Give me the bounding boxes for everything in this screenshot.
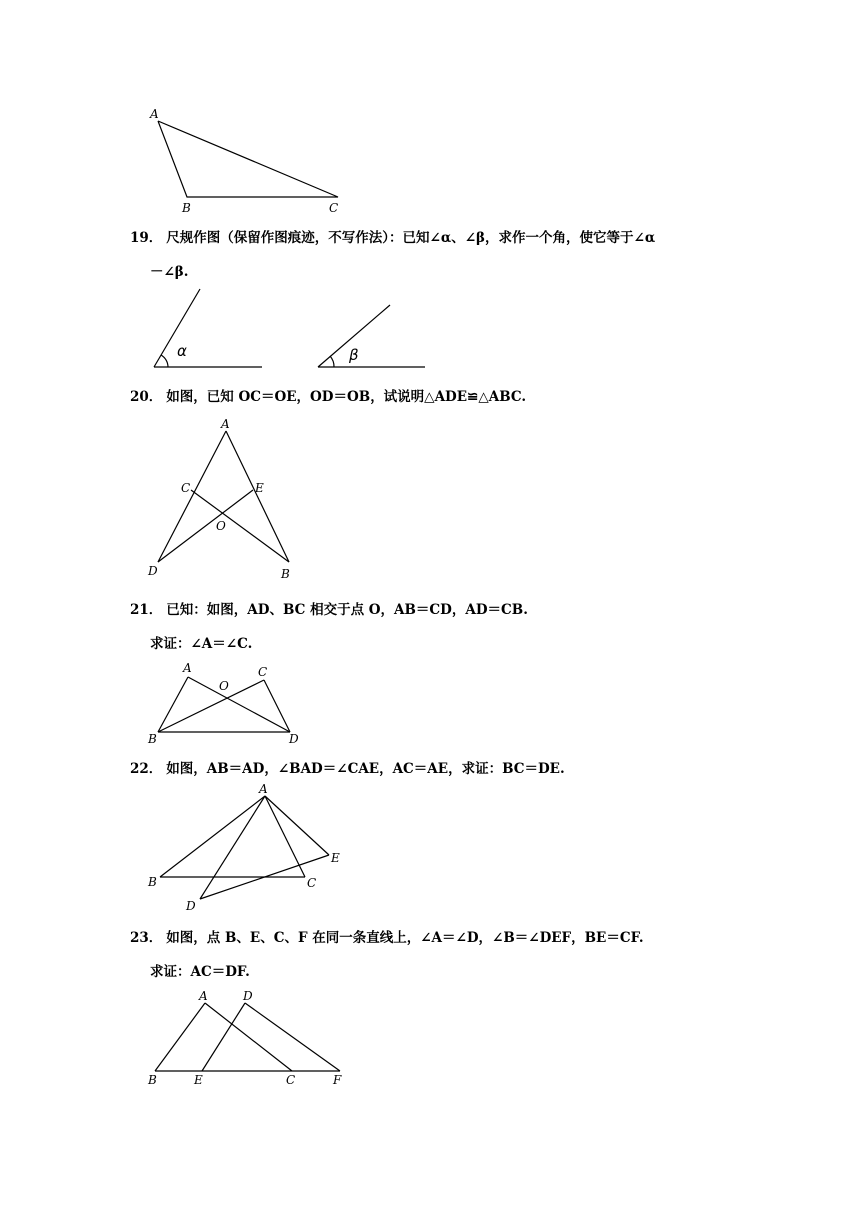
label-e: E	[331, 851, 340, 865]
label-c: C	[258, 665, 268, 679]
line-df	[245, 1003, 340, 1071]
question-text: 尺规作图（保留作图痕迹，不写作法）：已知∠α、∠β，求作一个角，使它等于∠α	[166, 230, 656, 246]
label-c: C	[181, 481, 191, 495]
label-d: D	[243, 989, 253, 1003]
label-d: D	[148, 564, 158, 578]
question-19-continued: －∠β.	[150, 264, 189, 280]
question-text: 如图，已知 OC＝OE，OD＝OB，试说明△ADE≌△ABC.	[166, 389, 527, 405]
question-text: 如图，AB＝AD，∠BAD＝∠CAE，AC＝AE，求证：BC＝DE.	[166, 761, 565, 777]
label-a: A	[221, 417, 230, 431]
label-a: A	[183, 661, 192, 675]
line-ba	[155, 1003, 205, 1071]
label-e: E	[255, 481, 264, 495]
question-text: 如图，点 B、E、C、F 在同一条直线上，∠A＝∠D，∠B＝∠DEF，BE＝CF.	[166, 930, 644, 946]
question-number: 19．	[130, 230, 163, 246]
label-c: C	[329, 201, 339, 215]
label-a: A	[199, 989, 208, 1003]
question-21-prove: 求证：∠A＝∠C.	[150, 636, 253, 652]
label-o: O	[219, 679, 229, 693]
question-text: 已知：如图，AD、BC 相交于点 O，AB＝CD，AD＝CB.	[166, 602, 528, 618]
question-number: 22．	[130, 761, 163, 777]
label-b: B	[148, 1073, 157, 1087]
label-d: D	[186, 899, 196, 913]
label-b: B	[148, 875, 157, 889]
question-number: 21．	[130, 602, 163, 618]
label-c: C	[307, 876, 317, 890]
question-number: 20．	[130, 389, 163, 405]
label-f: F	[333, 1073, 342, 1087]
label-o: O	[216, 519, 226, 533]
label-a: A	[150, 107, 159, 121]
label-a: A	[259, 782, 268, 796]
label-alpha: α	[177, 342, 187, 360]
label-b: B	[281, 567, 290, 581]
label-b: B	[148, 732, 157, 746]
label-b: B	[182, 201, 191, 215]
label-beta: β	[349, 346, 359, 364]
label-e: E	[194, 1073, 203, 1087]
line-ac	[205, 1003, 292, 1071]
line-ed	[202, 1003, 245, 1071]
question-number: 23．	[130, 930, 163, 946]
label-d: D	[289, 732, 299, 746]
label-c: C	[286, 1073, 296, 1087]
question-23-prove: 求证：AC＝DF.	[150, 964, 250, 980]
